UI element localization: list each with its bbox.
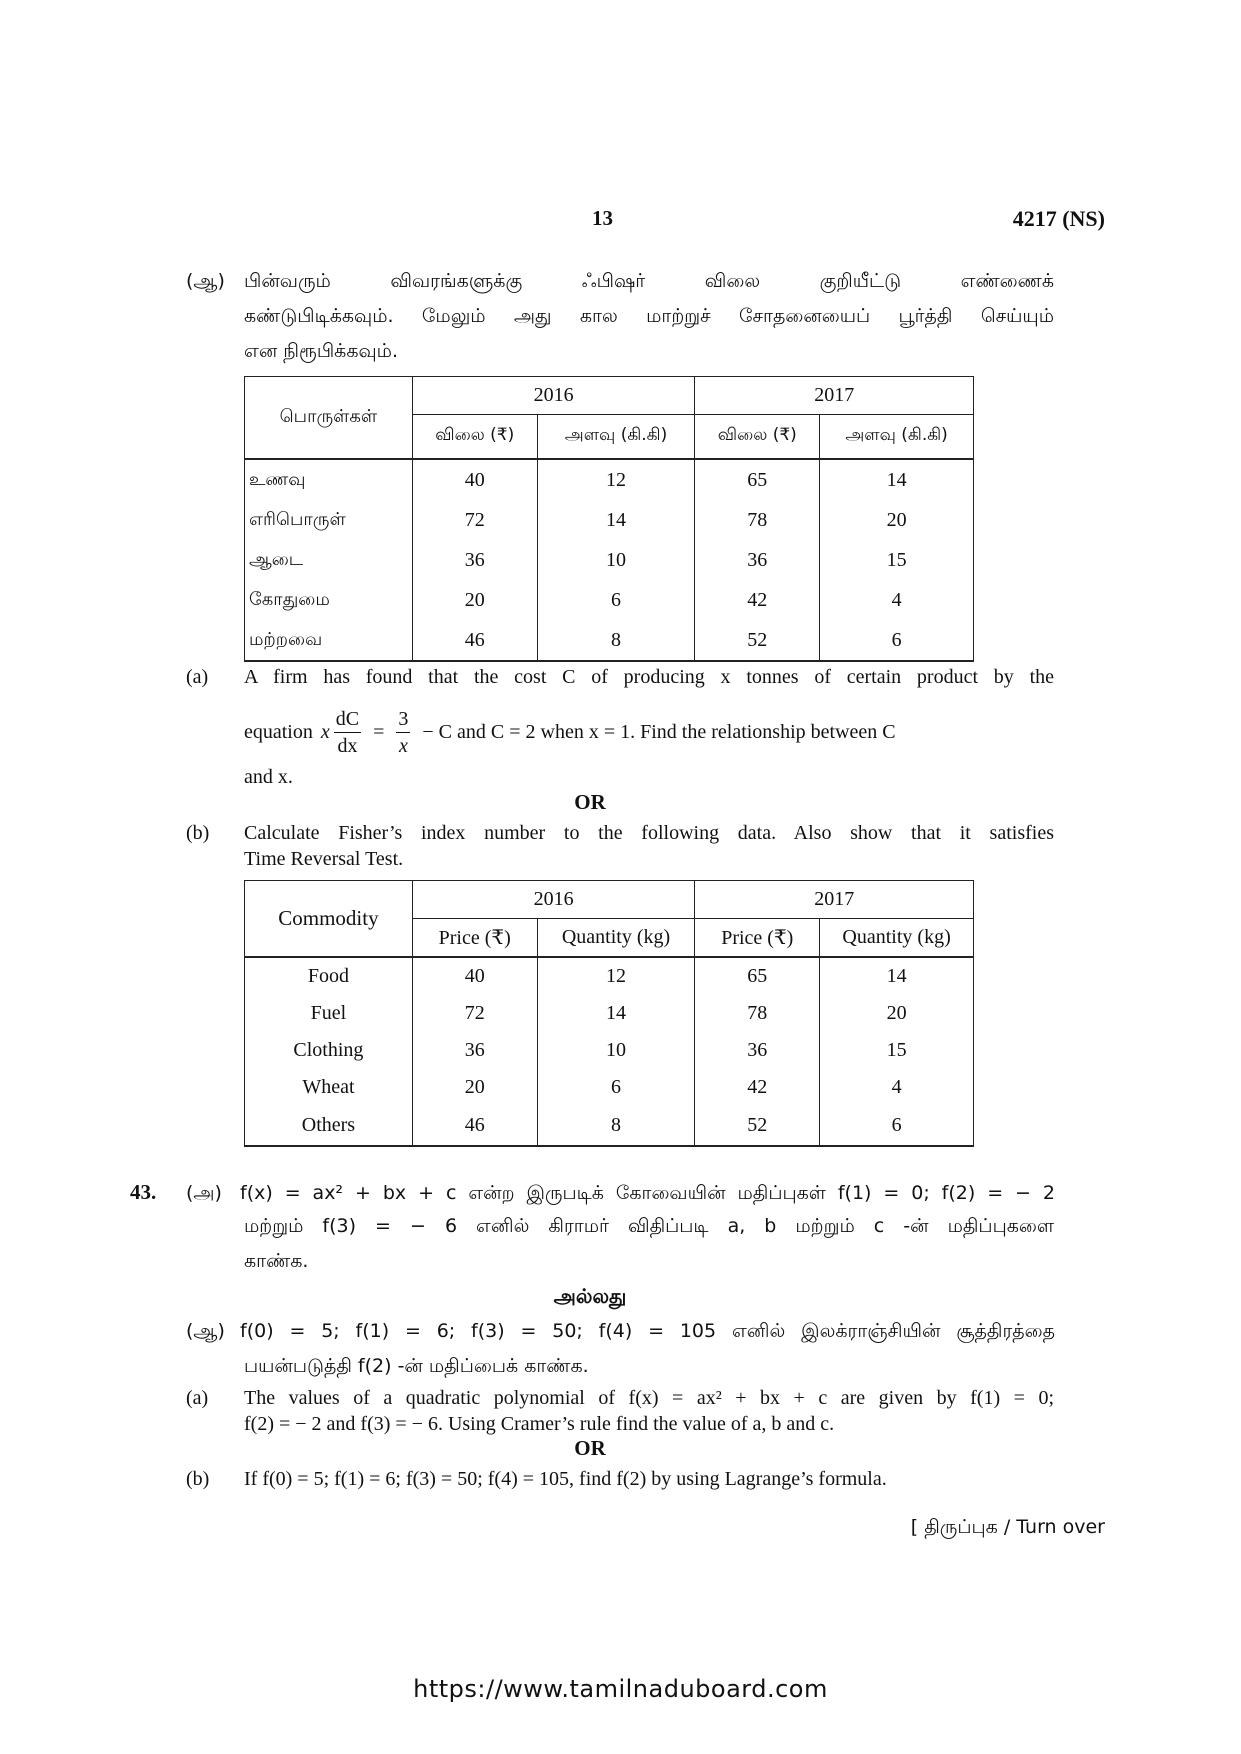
table-row xyxy=(245,995,974,1032)
table-cell: 12 xyxy=(537,459,695,501)
eq-x: x xyxy=(320,721,330,743)
question-marker: (b) xyxy=(186,1468,210,1490)
row-label: கோதுமை xyxy=(245,581,413,621)
row-label: மற்றவை xyxy=(245,621,413,661)
question-marker: (a) xyxy=(186,1387,209,1409)
table-cell: 78 xyxy=(695,995,820,1032)
table-cell: 65 xyxy=(695,459,820,501)
table-cell: 10 xyxy=(537,541,695,581)
column-header-quantity: Quantity (kg) xyxy=(820,919,974,957)
table-row xyxy=(245,1106,974,1146)
table-cell: 72 xyxy=(412,501,537,541)
table-cell: 52 xyxy=(695,621,820,661)
table-cell: 6 xyxy=(820,1106,974,1146)
column-header-year: 2016 xyxy=(412,881,695,919)
fraction-numerator: dC xyxy=(334,706,361,733)
row-label: Fuel xyxy=(245,995,413,1032)
question-text-line: மற்றும் f(3) = − 6 எனில் கிராமர் விதிப்படி a, b மற்றும் c -ன் மதிப்புகளை xyxy=(244,1215,1054,1237)
table-cell: 8 xyxy=(537,1106,695,1146)
table-cell: 15 xyxy=(820,541,974,581)
column-header-quantity: அளவு (கி.கி) xyxy=(820,415,974,459)
table-cell: 40 xyxy=(412,957,537,995)
question-text-line: and x. xyxy=(244,766,293,788)
table-cell: 40 xyxy=(412,459,537,501)
question-text-line: Calculate Fisher’s index number to the following data. Also show that it satisfies xyxy=(244,822,1054,844)
paper-code: 4217 (NS) xyxy=(1012,206,1105,231)
row-label: ஆடை xyxy=(245,541,413,581)
column-header-price: விலை (₹) xyxy=(412,415,537,459)
column-header-quantity: Quantity (kg) xyxy=(537,919,695,957)
differential-equation xyxy=(244,702,1064,762)
fraction-denominator: dx xyxy=(337,734,358,757)
column-header-commodity: பொருள்கள் xyxy=(245,377,413,459)
or-separator: OR xyxy=(574,1436,606,1460)
table-cell: 20 xyxy=(820,501,974,541)
table-row xyxy=(245,581,974,621)
table-cell: 42 xyxy=(695,1069,820,1106)
column-header-year: 2017 xyxy=(695,377,974,415)
table-cell: 36 xyxy=(695,1032,820,1069)
column-header-quantity: அளவு (கி.கி) xyxy=(537,415,695,459)
question-text-line: பின்வரும் விவரங்களுக்கு ஃபிஷர் விலை குறியீட்டு எண்ணைக் xyxy=(244,270,1054,292)
fraction-dc-dx xyxy=(334,706,361,759)
table-row xyxy=(245,621,974,661)
question-marker: (அ) xyxy=(186,1182,222,1204)
question-marker: (ஆ) xyxy=(186,1320,225,1342)
question-number: 43. xyxy=(130,1180,157,1204)
question-marker: (ஆ) xyxy=(186,270,225,292)
table-cell: 6 xyxy=(537,581,695,621)
table-cell: 4 xyxy=(820,581,974,621)
row-label: Food xyxy=(245,957,413,995)
or-separator-tamil: அல்லது xyxy=(553,1284,627,1308)
table-cell: 46 xyxy=(412,621,537,661)
equation-word: equation xyxy=(244,721,313,743)
question-text-line: பயன்படுத்தி f(2) -ன் மதிப்பைக் காண்க. xyxy=(244,1355,589,1377)
question-text-line: காண்க. xyxy=(244,1250,309,1272)
page-number: 13 xyxy=(592,206,613,230)
eq-rest: − C and C = 2 when x = 1. Find the relationship between C xyxy=(422,721,896,743)
table-row xyxy=(245,541,974,581)
table-cell: 6 xyxy=(537,1069,695,1106)
question-marker: (a) xyxy=(186,666,209,688)
table-cell: 8 xyxy=(537,621,695,661)
question-text-line: If f(0) = 5; f(1) = 6; f(3) = 50; f(4) = 105, find f(2) by using Lagrange’s formula. xyxy=(244,1468,887,1490)
column-header-year: 2016 xyxy=(412,377,695,415)
table-row xyxy=(245,459,974,501)
column-header-price: Price (₹) xyxy=(695,919,820,957)
table-cell: 14 xyxy=(537,995,695,1032)
question-marker: (b) xyxy=(186,822,210,844)
or-separator: OR xyxy=(574,790,606,814)
table-cell: 14 xyxy=(820,957,974,995)
row-label: உணவு xyxy=(245,459,413,501)
table-cell: 14 xyxy=(537,501,695,541)
eq-equals: = xyxy=(373,721,385,743)
turn-over-note: [ திருப்புக / Turn over xyxy=(910,1516,1105,1538)
question-text-line: என நிரூபிக்கவும். xyxy=(244,340,398,362)
table-cell: 65 xyxy=(695,957,820,995)
column-header-price: Price (₹) xyxy=(412,919,537,957)
table-cell: 20 xyxy=(412,581,537,621)
fraction-numerator: 3 xyxy=(396,706,410,733)
table-row xyxy=(245,957,974,995)
table-cell: 20 xyxy=(820,995,974,1032)
column-header-commodity: Commodity xyxy=(245,881,413,957)
table-cell: 72 xyxy=(412,995,537,1032)
table-cell: 6 xyxy=(820,621,974,661)
fraction-3-x xyxy=(396,706,410,759)
question-text-line: A firm has found that the cost C of producing x tonnes of certain product by the xyxy=(244,666,1054,688)
fraction-denominator: x xyxy=(398,734,408,757)
table-row xyxy=(245,1069,974,1106)
question-text-line: The values of a quadratic polynomial of f(x) = ax² + bx + c are given by f(1) = 0; xyxy=(244,1387,1054,1409)
row-label: எரிபொருள் xyxy=(245,501,413,541)
website-url[interactable]: https://www.tamilnaduboard.com xyxy=(413,1675,828,1703)
table-row xyxy=(245,501,974,541)
table-cell: 46 xyxy=(412,1106,537,1146)
column-header-year: 2017 xyxy=(695,881,974,919)
question-text-line: f(x) = ax² + bx + c என்ற இருபடிக் கோவையின் மதிப்புகள் f(1) = 0; f(2) = − 2 xyxy=(240,1182,1055,1204)
table-cell: 52 xyxy=(695,1106,820,1146)
table-cell: 36 xyxy=(412,1032,537,1069)
table-cell: 4 xyxy=(820,1069,974,1106)
question-text-line: f(0) = 5; f(1) = 6; f(3) = 50; f(4) = 105 எனில் இலக்ராஞ்சியின் சூத்திரத்தை xyxy=(240,1320,1055,1342)
column-header-price: விலை (₹) xyxy=(695,415,820,459)
question-text-line: f(2) = − 2 and f(3) = − 6. Using Cramer’s rule find the value of a, b and c. xyxy=(244,1413,835,1435)
table-cell: 36 xyxy=(412,541,537,581)
table-cell: 20 xyxy=(412,1069,537,1106)
question-text-line: Time Reversal Test. xyxy=(244,848,404,870)
table-cell: 12 xyxy=(537,957,695,995)
question-text-line: கண்டுபிடிக்கவும். மேலும் அது கால மாற்றுச் சோதனையைப் பூர்த்தி செய்யும் xyxy=(244,305,1054,327)
table-cell: 42 xyxy=(695,581,820,621)
table-cell: 10 xyxy=(537,1032,695,1069)
fisher-table-tamil xyxy=(244,376,974,662)
table-row xyxy=(245,1032,974,1069)
table-cell: 36 xyxy=(695,541,820,581)
table-cell: 15 xyxy=(820,1032,974,1069)
fisher-table-english xyxy=(244,880,974,1147)
row-label: Wheat xyxy=(245,1069,413,1106)
row-label: Others xyxy=(245,1106,413,1146)
table-cell: 78 xyxy=(695,501,820,541)
row-label: Clothing xyxy=(245,1032,413,1069)
table-cell: 14 xyxy=(820,459,974,501)
